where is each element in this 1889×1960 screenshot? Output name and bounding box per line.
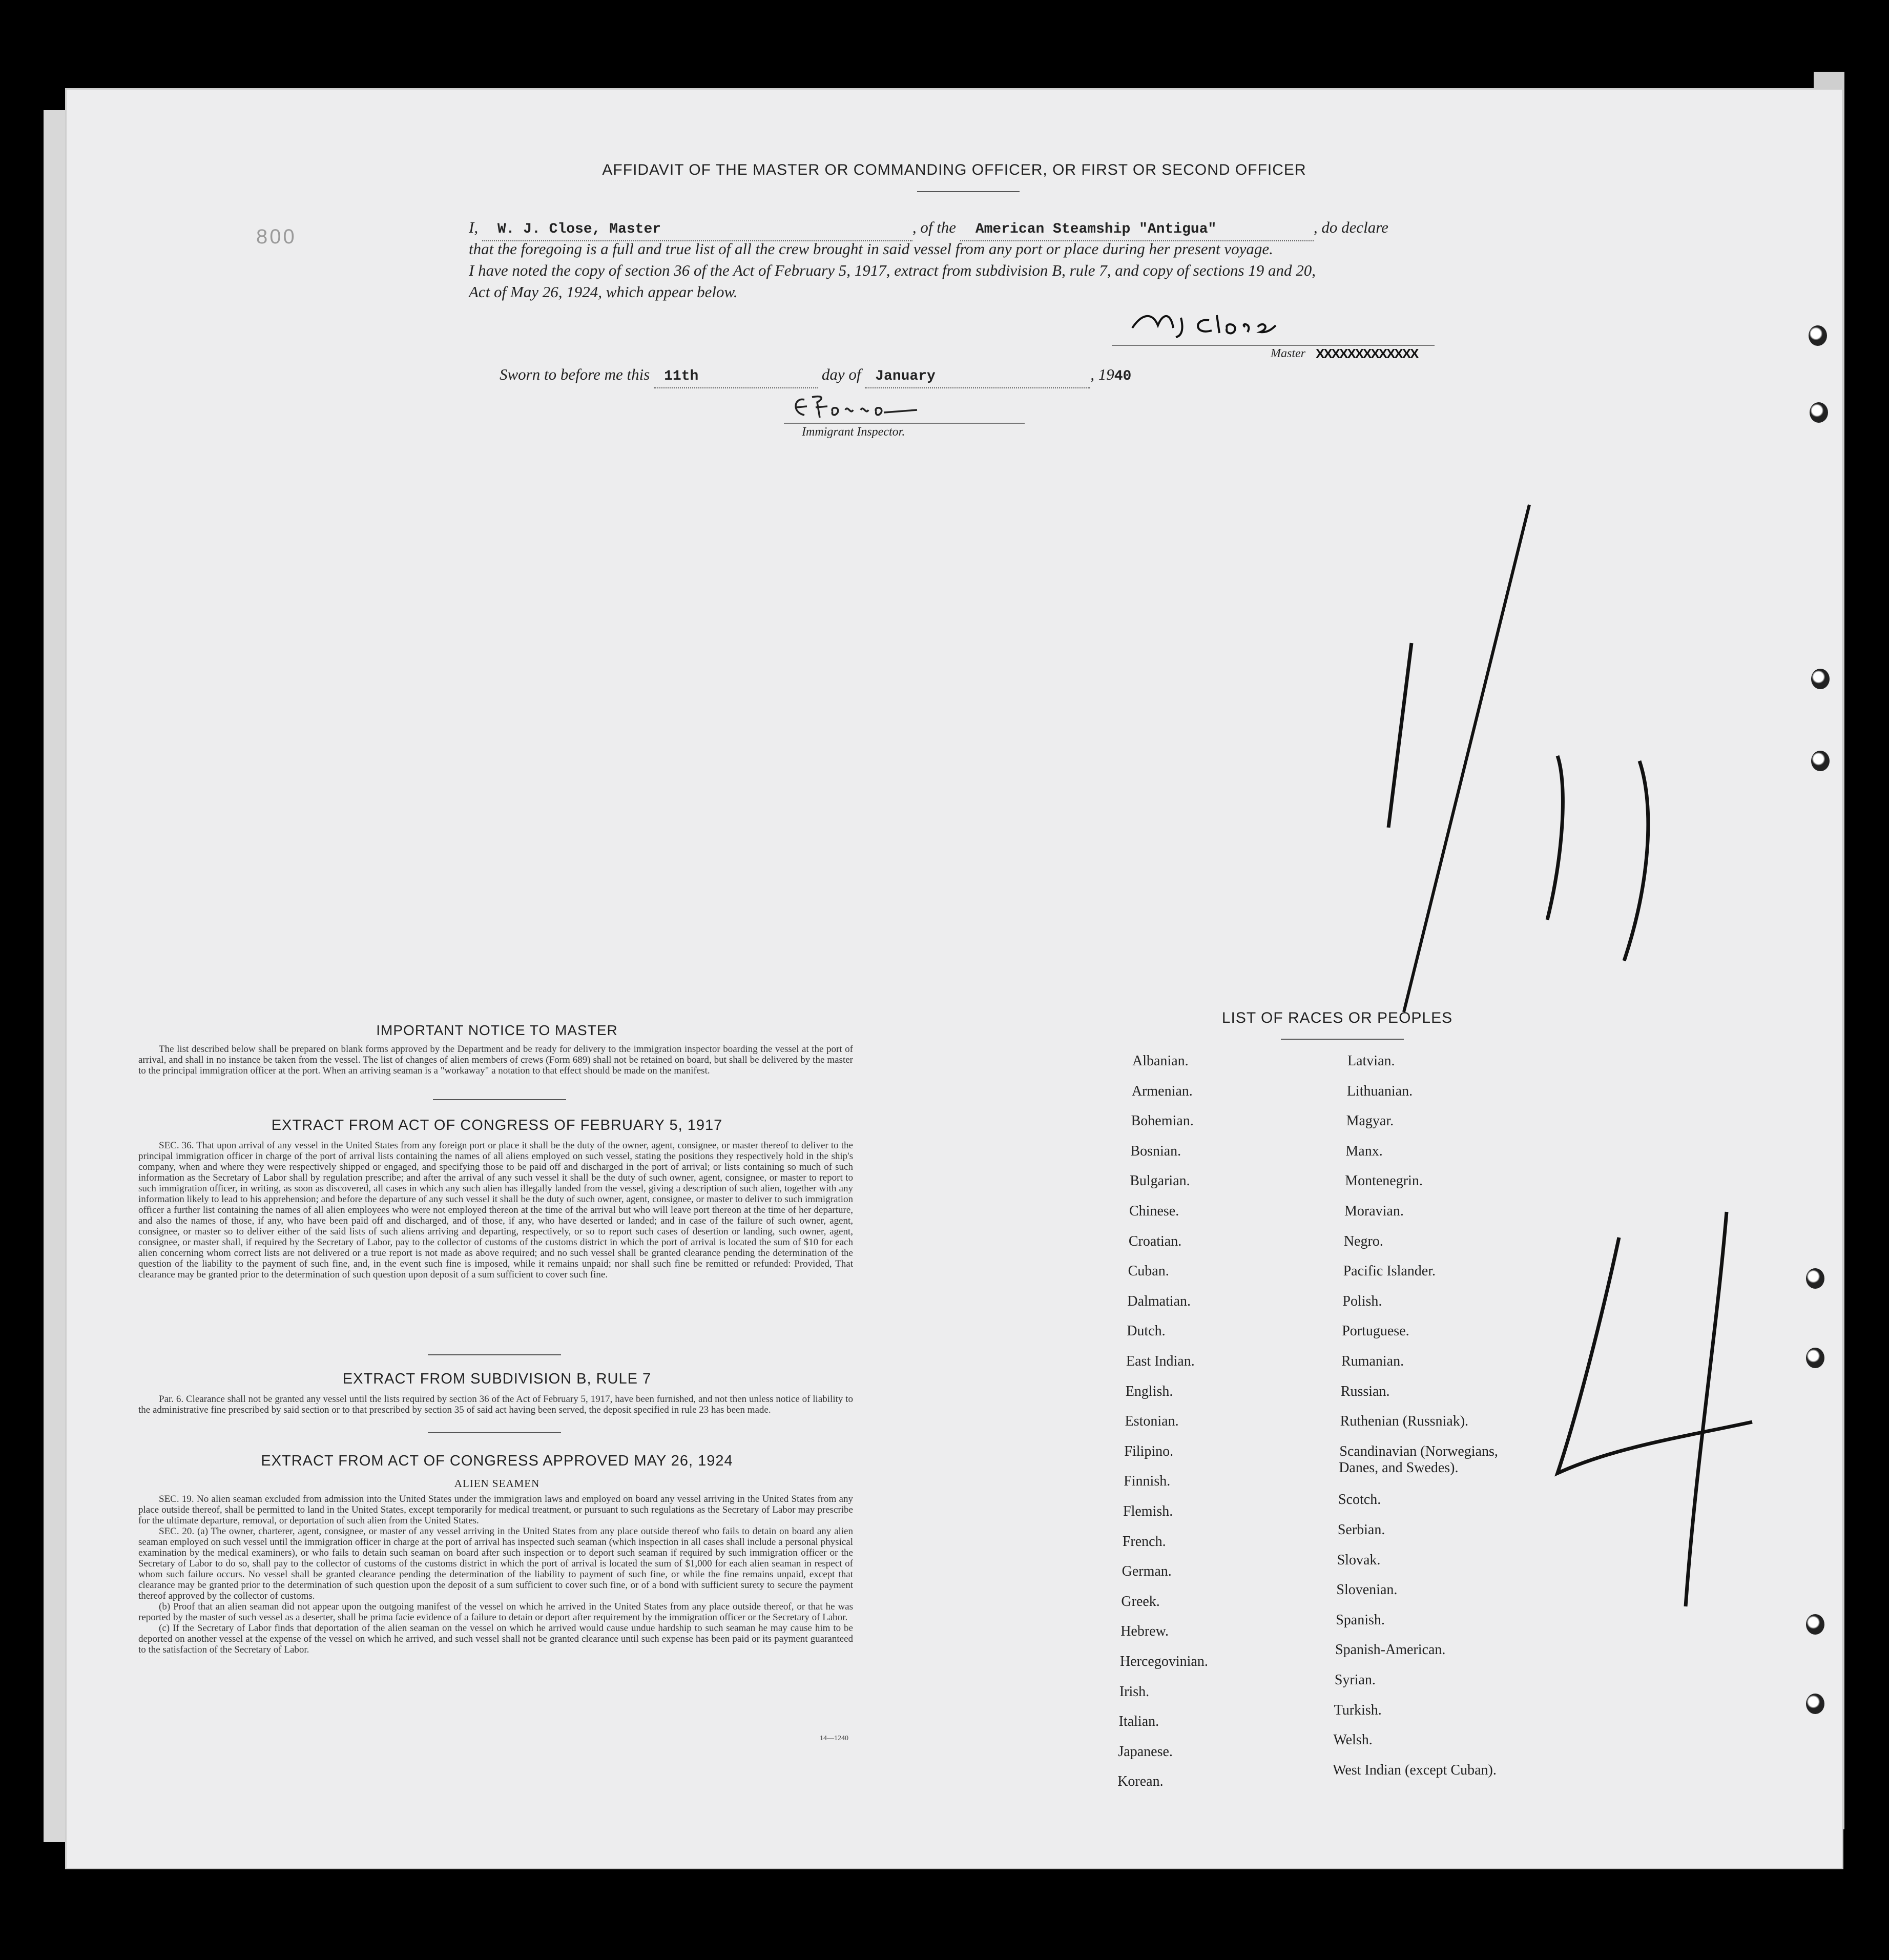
- race-item: Rumanian.: [1341, 1353, 1404, 1369]
- master-name-field: W. J. Close, Master: [482, 219, 912, 241]
- sec-19-text: SEC. 19. No alien seaman excluded from admission into the United States under the immigration laws and employed on board any vessel arriving in the United States from any place outside thereof, shall be permitted to land in the United States, except temporarily for medical treatment, or pursuant to such regulations as the Secretary of Labor may prescribe for the ultimate departure, removal, or deportation of such alien from the United States.: [138, 1494, 853, 1526]
- extract-1924-subtitle: ALIEN SEAMEN: [454, 1477, 540, 1490]
- struck-title: XXXXXXXXXXXXX: [1316, 346, 1418, 361]
- race-item: East Indian.: [1126, 1353, 1195, 1369]
- race-item: Finnish.: [1124, 1473, 1171, 1490]
- race-item: Hercegovinian.: [1120, 1654, 1208, 1669]
- race-item: Pacific Islander.: [1343, 1263, 1436, 1280]
- declaration-of-the: , of the: [912, 218, 957, 236]
- sworn-year-field: 40: [1114, 368, 1132, 384]
- race-item: Irish.: [1119, 1683, 1150, 1700]
- declaration-line1: [469, 217, 1534, 241]
- declaration-line2: that the foregoing is a full and true list of all the crew brought in said vessel from any port or place during her present voyage.: [469, 240, 1273, 258]
- race-item: Cuban.: [1128, 1263, 1169, 1280]
- race-item: Negro.: [1343, 1233, 1383, 1249]
- race-item: Dutch.: [1127, 1323, 1166, 1339]
- master-signature: [1122, 307, 1388, 343]
- sec-20c-text: (c) If the Secretary of Labor finds that deportation of the alien seaman on the vessel on which he arrived would cause undue hardship to such seaman he may cause him to be deported on another vessel at the expense of the vessel on which he arrived, and such vessel shall not be granted clearance until such expense has been paid or its payment guaranteed to the satisfaction of the Secretary of Labor.: [138, 1623, 853, 1655]
- stamp-mark: 800: [256, 225, 297, 248]
- race-item: Greek.: [1121, 1593, 1160, 1610]
- race-item: Albanian.: [1132, 1053, 1189, 1069]
- race-item: Syrian.: [1334, 1672, 1376, 1688]
- extract-1917-divider: [428, 1354, 561, 1355]
- affidavit-page: [67, 90, 1842, 1868]
- binder-hole: [1806, 1268, 1824, 1289]
- race-item: Slovenian.: [1336, 1582, 1398, 1598]
- declaration-line3: I have noted the copy of section 36 of the Act of February 5, 1917, extract from subdivision B, rule 7, and copy of sections 19 and 20,: [469, 261, 1316, 279]
- binder-hole: [1806, 1348, 1824, 1368]
- back-page-edge-left: [44, 110, 67, 1842]
- race-item: West Indian (except Cuban).: [1333, 1762, 1497, 1778]
- binder-hole: [1809, 325, 1827, 346]
- races-left-column: [1117, 1053, 1327, 1790]
- race-item: Japanese.: [1118, 1743, 1173, 1760]
- master-label: Master: [1271, 347, 1305, 360]
- sworn-month-field: January: [865, 366, 1090, 388]
- declaration-prefix: I,: [469, 218, 479, 236]
- inspector-signature: [784, 392, 938, 423]
- extract-rule7-title: EXTRACT FROM SUBDIVISION B, RULE 7: [342, 1371, 652, 1387]
- sworn-year-prefix: , 19: [1090, 365, 1114, 383]
- binder-hole: [1811, 669, 1830, 689]
- race-item: Welsh.: [1333, 1732, 1373, 1748]
- sec-20a-text: SEC. 20. (a) The owner, charterer, agent, consignee, or master of any vessel arriving in the United States from any place outside thereof who fails to detain on board any alien seaman employed on such vessel until the immigration officer in charge at the port of arrival has inspected such seaman (which inspection in all cases shall include a personal physical examination by the medical examiners), or who fails to detain such seaman on board after such inspection or to deport such seaman if required by such immigration officer or the Secretary of Labor to do so, shall pay to the collector of customs of the customs district in which the port of arrival is located the sum of $1,000 for each alien seaman in respect of whom such failure occurs. No vessel shall be granted clearance pending the determination of the liability to payment of such fine, or while the fine remains unpaid, except that clearance may be granted prior to the determination of such question upon the deposit of a sum sufficient to cover such fine, or of a bond with sufficient surety to secure the payment thereof approved by the collector of customs.: [138, 1526, 853, 1601]
- form-number: 14—1240: [820, 1735, 848, 1742]
- race-item: Italian.: [1118, 1714, 1159, 1730]
- declaration-do-declare: , do declare: [1313, 218, 1388, 236]
- race-item: Bulgarian.: [1130, 1173, 1190, 1189]
- race-item: Montenegrin.: [1345, 1173, 1423, 1189]
- race-item: Scotch.: [1338, 1492, 1381, 1508]
- race-item: Flemish.: [1123, 1503, 1173, 1519]
- notice-title: IMPORTANT NOTICE TO MASTER: [376, 1022, 618, 1038]
- inspector-label: Immigrant Inspector.: [802, 425, 905, 439]
- races-right-column: [1333, 1053, 1604, 1786]
- races-title: LIST OF RACES OR PEOPLES: [1221, 1009, 1453, 1026]
- race-item: Danes, and Swedes).: [1339, 1459, 1459, 1476]
- race-item: German.: [1122, 1563, 1172, 1580]
- extract-1917-body: SEC. 36. That upon arrival of any vessel in the United States from any foreign port or place it shall be the duty of the owner, agent, consignee, or master thereof to deliver to the principal immigration officer in charge of the port of arrival lists containing the names of all aliens employed on such vessel, stating the positions they respectively hold in the ship's company, when and where they were respectively shipped or engaged, and specifying those to be paid off and discharged in the port of arrival; or lists containing so much of such information as the Secretary of Labor shall by regulation prescribe; and after the arrival of any such vessel it shall be the duty of such owner, agent, consignee, or master to report to such immigration officer, in writing, as soon as discovered, all cases in which any such alien has illegally landed from the vessel, giving a description of such alien, together with any information likely to lead to his apprehension; and before the departure of any such vessel it shall be the duty of such owner, agent, consignee, or master to deliver to such immigration officer a further list containing the names of all alien employees who were not employed thereon at the time of the arrival but who will leave port thereon at the time of her departure, and also the names of those, if any, who have been paid off and discharged, and of those, if any, who have deserted or landed; and in case of the failure of such owner, agent, consignee, or master so to deliver either of the said lists of such aliens arriving and departing, respectively, or so to report such cases of desertion or landing, such owner, agent, consignee, or master shall, if required by the Secretary of Labor, pay to the collector of customs of the customs district in which the port of arrival is located the sum of $10 for each alien concerning whom correct lists are not delivered or a true report is not made as above required; and no such vessel shall be granted clearance pending the determination of the question of the liability to the payment of such fine, and, in the event such fine is imposed, while it remains unpaid; nor shall such fine be remitted or refunded: Provided, That clearance may be granted prior to the determination of such question upon deposit of a sum sufficient to cover such fine.: [138, 1140, 853, 1280]
- declaration-line4: Act of May 26, 1924, which appear below.: [469, 283, 738, 301]
- race-item: Spanish-American.: [1335, 1642, 1446, 1658]
- race-item: Estonian.: [1125, 1413, 1179, 1430]
- binder-hole: [1806, 1694, 1824, 1714]
- sworn-line: [500, 364, 1131, 388]
- title-divider: [917, 191, 1020, 192]
- race-item: Armenian.: [1131, 1083, 1193, 1099]
- race-item: Croatian.: [1128, 1233, 1182, 1249]
- race-item: Portuguese.: [1342, 1323, 1409, 1339]
- extract-1924-body: [138, 1494, 853, 1655]
- sec-20b-text: (b) Proof that an alien seaman did not appear upon the outgoing manifest of the vessel on which he arrived in the United States from any place outside thereof, or that he was reported by the master of such vessel as a deserter, shall be prima facie evidence of a failure to detain or deport after requirement by the immigration officer or the Secretary of Labor.: [138, 1601, 853, 1623]
- races-divider: [1281, 1039, 1404, 1040]
- inspector-signature-line: [784, 423, 1025, 424]
- race-item: Dalmatian.: [1127, 1293, 1191, 1309]
- race-item: Chinese.: [1129, 1203, 1179, 1219]
- binder-hole: [1811, 751, 1830, 771]
- race-item: Russian.: [1340, 1383, 1390, 1399]
- race-item: Polish.: [1342, 1293, 1382, 1309]
- race-item: French.: [1122, 1533, 1166, 1550]
- extract-1924-title: EXTRACT FROM ACT OF CONGRESS APPROVED MAY 26, 1924: [261, 1453, 733, 1469]
- race-item: Magyar.: [1346, 1113, 1394, 1129]
- race-item: Moravian.: [1344, 1203, 1404, 1219]
- affidavit-title: AFFIDAVIT OF THE MASTER OR COMMANDING OFFICER, OR FIRST OR SECOND OFFICER: [602, 161, 1306, 178]
- race-item: Ruthenian (Russniak).: [1340, 1413, 1469, 1430]
- extract-1917-title: EXTRACT FROM ACT OF CONGRESS OF FEBRUARY 5, 1917: [271, 1117, 723, 1133]
- notice-body: The list described below shall be prepared on blank forms approved by the Department and be ready for delivery to the immigration inspector boarding the vessel at the port of arrival, and shall in no instance be taken from the vessel. The list of changes of alien members of crews (Form 689) shall not be retained on board, but shall be delivered by the master to the principal immigration officer at the port. When an arriving seaman is a "workaway" a notation to that effect should be made on the manifest.: [138, 1044, 853, 1076]
- handwritten-fraction-mark: [1347, 500, 1783, 1038]
- vessel-name-field: American Steamship "Antigua": [960, 219, 1314, 241]
- race-item: Serbian.: [1337, 1522, 1385, 1538]
- race-item: Slovak.: [1337, 1552, 1381, 1568]
- binder-hole: [1810, 402, 1828, 423]
- race-item: Latvian.: [1347, 1053, 1395, 1069]
- race-item: Scandinavian (Norwegians,: [1339, 1443, 1498, 1459]
- sworn-day-field: 11th: [654, 366, 818, 388]
- race-item: Turkish.: [1334, 1702, 1382, 1718]
- sworn-day-of: day of: [821, 365, 861, 383]
- race-item: Korean.: [1117, 1773, 1164, 1790]
- notice-divider: [433, 1099, 566, 1100]
- race-item: Filipino.: [1124, 1443, 1174, 1459]
- binder-hole: [1806, 1614, 1824, 1635]
- race-item: Bosnian.: [1130, 1143, 1181, 1159]
- extract-rule7-divider: [428, 1432, 561, 1433]
- race-item: Bohemian.: [1131, 1113, 1194, 1129]
- race-item: Hebrew.: [1120, 1623, 1169, 1640]
- race-item: Spanish.: [1336, 1612, 1385, 1628]
- race-item: English.: [1125, 1383, 1173, 1399]
- extract-rule7-body: Par. 6. Clearance shall not be granted any vessel until the lists required by section 36 of the Act of February 5, 1917, have been furnished, and not then unless notice of liability to the administrative fine prescribed by said section or to that prescribed by section 35 of said act having been served, the deposit specified in rule 23 has been made.: [138, 1394, 853, 1415]
- race-item: Lithuanian.: [1346, 1083, 1413, 1099]
- sworn-prefix: Sworn to before me this: [500, 365, 650, 383]
- race-item: Manx.: [1345, 1143, 1383, 1159]
